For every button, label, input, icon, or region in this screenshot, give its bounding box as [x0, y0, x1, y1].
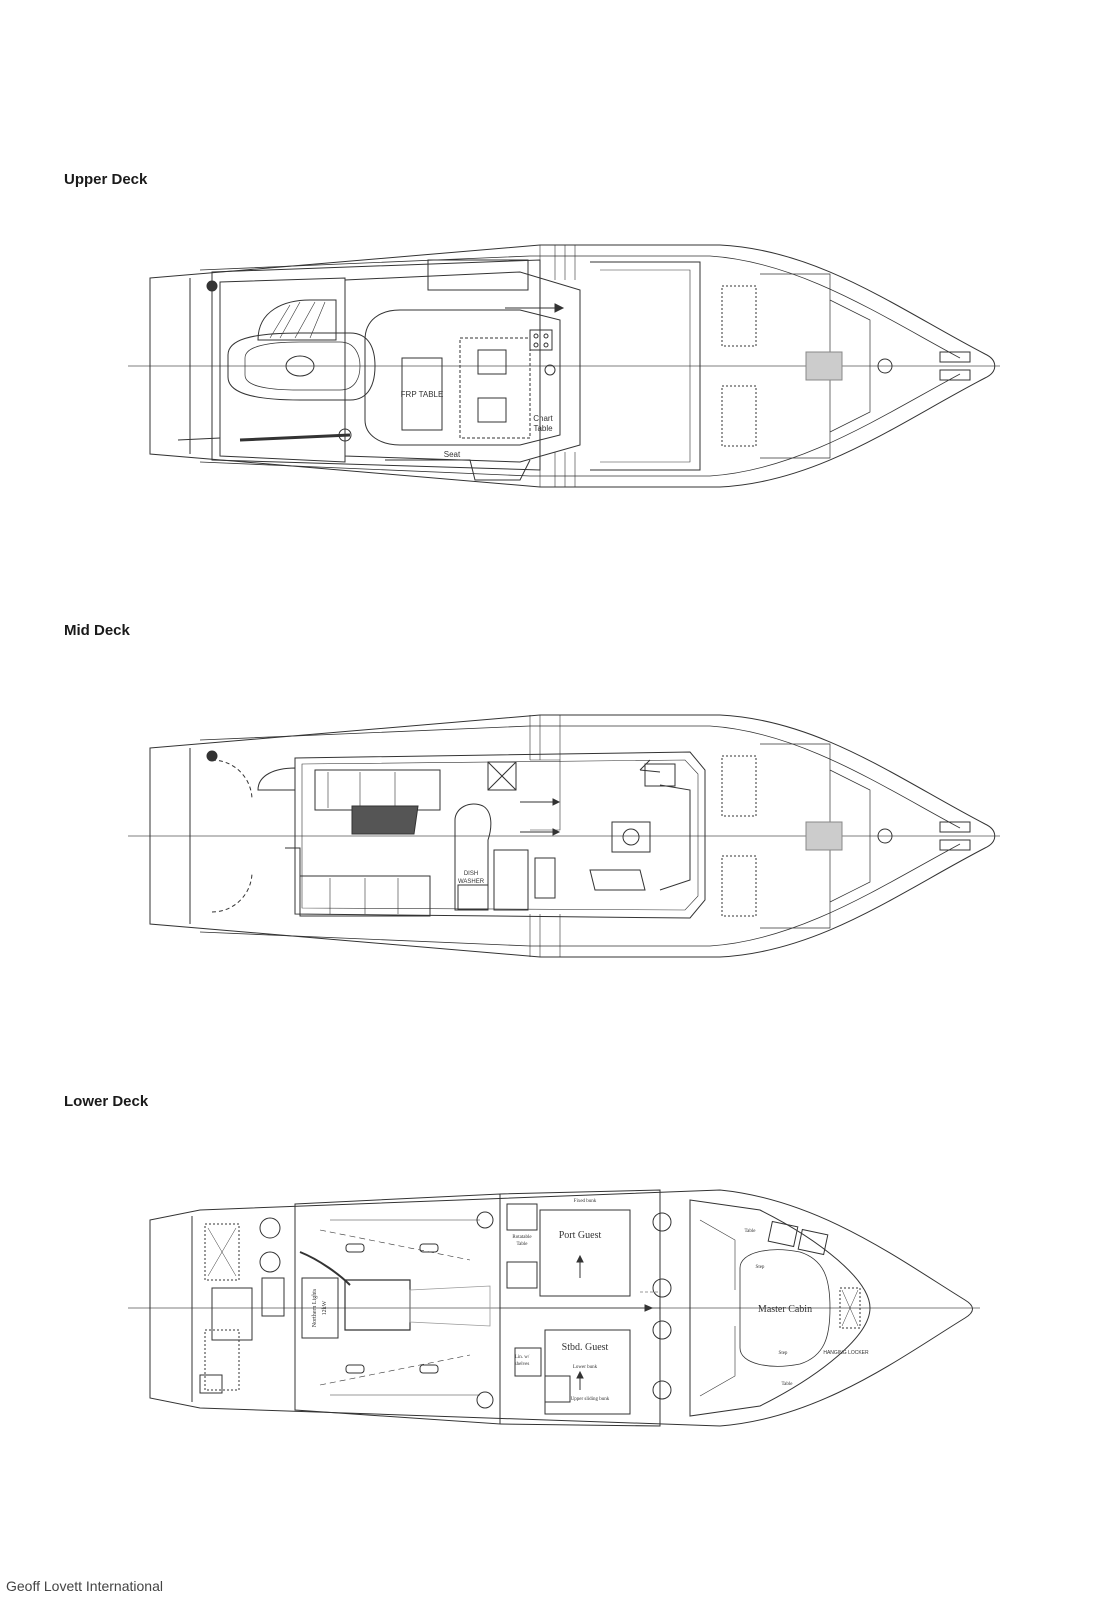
- lower-deck-drawing: [0, 1180, 1113, 1440]
- lower-label-upper-sliding-bunk: Upper sliding bunk: [570, 1397, 610, 1402]
- lower-label-lower-bunk: Lower bunk: [572, 1365, 598, 1370]
- upper-hatch-port: [722, 286, 756, 346]
- mid-coffee-table: [352, 806, 418, 834]
- lower-label-port-guest: Port Guest: [558, 1230, 602, 1241]
- lower-label-engine-2: 12kW: [322, 1300, 328, 1316]
- lower-label-step-2: Step: [778, 1351, 788, 1356]
- lower-label-rotatable-2: Table: [516, 1242, 528, 1247]
- upper-label-chart-1: Chart: [533, 414, 553, 423]
- lower-label-lin-2: shelves: [514, 1362, 530, 1367]
- upper-label-frp-table: FRP TABLE: [400, 390, 444, 399]
- mid-deck-drawing: [0, 700, 1113, 980]
- lower-label-master-cabin: Master Cabin: [757, 1304, 813, 1315]
- mid-hatch-stbd: [722, 856, 756, 916]
- lower-label-rotatable-1: Rotatable: [512, 1235, 532, 1240]
- mid-deck-heading: Mid Deck: [64, 622, 130, 639]
- mid-anchor-locker: [806, 822, 842, 850]
- upper-deck-plan: [0, 230, 1113, 510]
- upper-label-seat: Seat: [443, 450, 461, 459]
- lower-label-fixed-bunk: Fixed bunk: [573, 1199, 597, 1204]
- lower-label-stbd-guest: Stbd. Guest: [561, 1342, 609, 1353]
- footer-credit: Geoff Lovett International: [6, 1578, 163, 1594]
- mid-deck-plan: [0, 700, 1113, 980]
- lower-label-table-2: Table: [781, 1382, 793, 1387]
- lower-label-engine-1: Northern Lights: [312, 1288, 318, 1328]
- mid-label-washer: WASHER: [457, 879, 485, 885]
- lower-label-table-1: Table: [744, 1229, 756, 1234]
- mid-label-dish: DISH: [463, 871, 479, 877]
- lower-deck-plan: [0, 1180, 1113, 1440]
- upper-anchor-locker: [806, 352, 842, 380]
- upper-label-chart-2: Table: [533, 424, 553, 433]
- mid-hatch-port: [722, 756, 756, 816]
- lower-main-engine: [345, 1280, 410, 1330]
- upper-deck-drawing: [0, 230, 1113, 510]
- lower-label-step-1: Step: [755, 1265, 765, 1270]
- lower-label-lin-1: Lin. w/: [514, 1355, 530, 1360]
- upper-deck-heading: Upper Deck: [64, 171, 148, 188]
- mid-deckhouse: [295, 752, 705, 918]
- upper-hatch-stbd: [722, 386, 756, 446]
- lower-label-hanging-locker: HANGING LOCKER: [823, 1350, 869, 1356]
- lower-deck-heading: Lower Deck: [64, 1093, 149, 1110]
